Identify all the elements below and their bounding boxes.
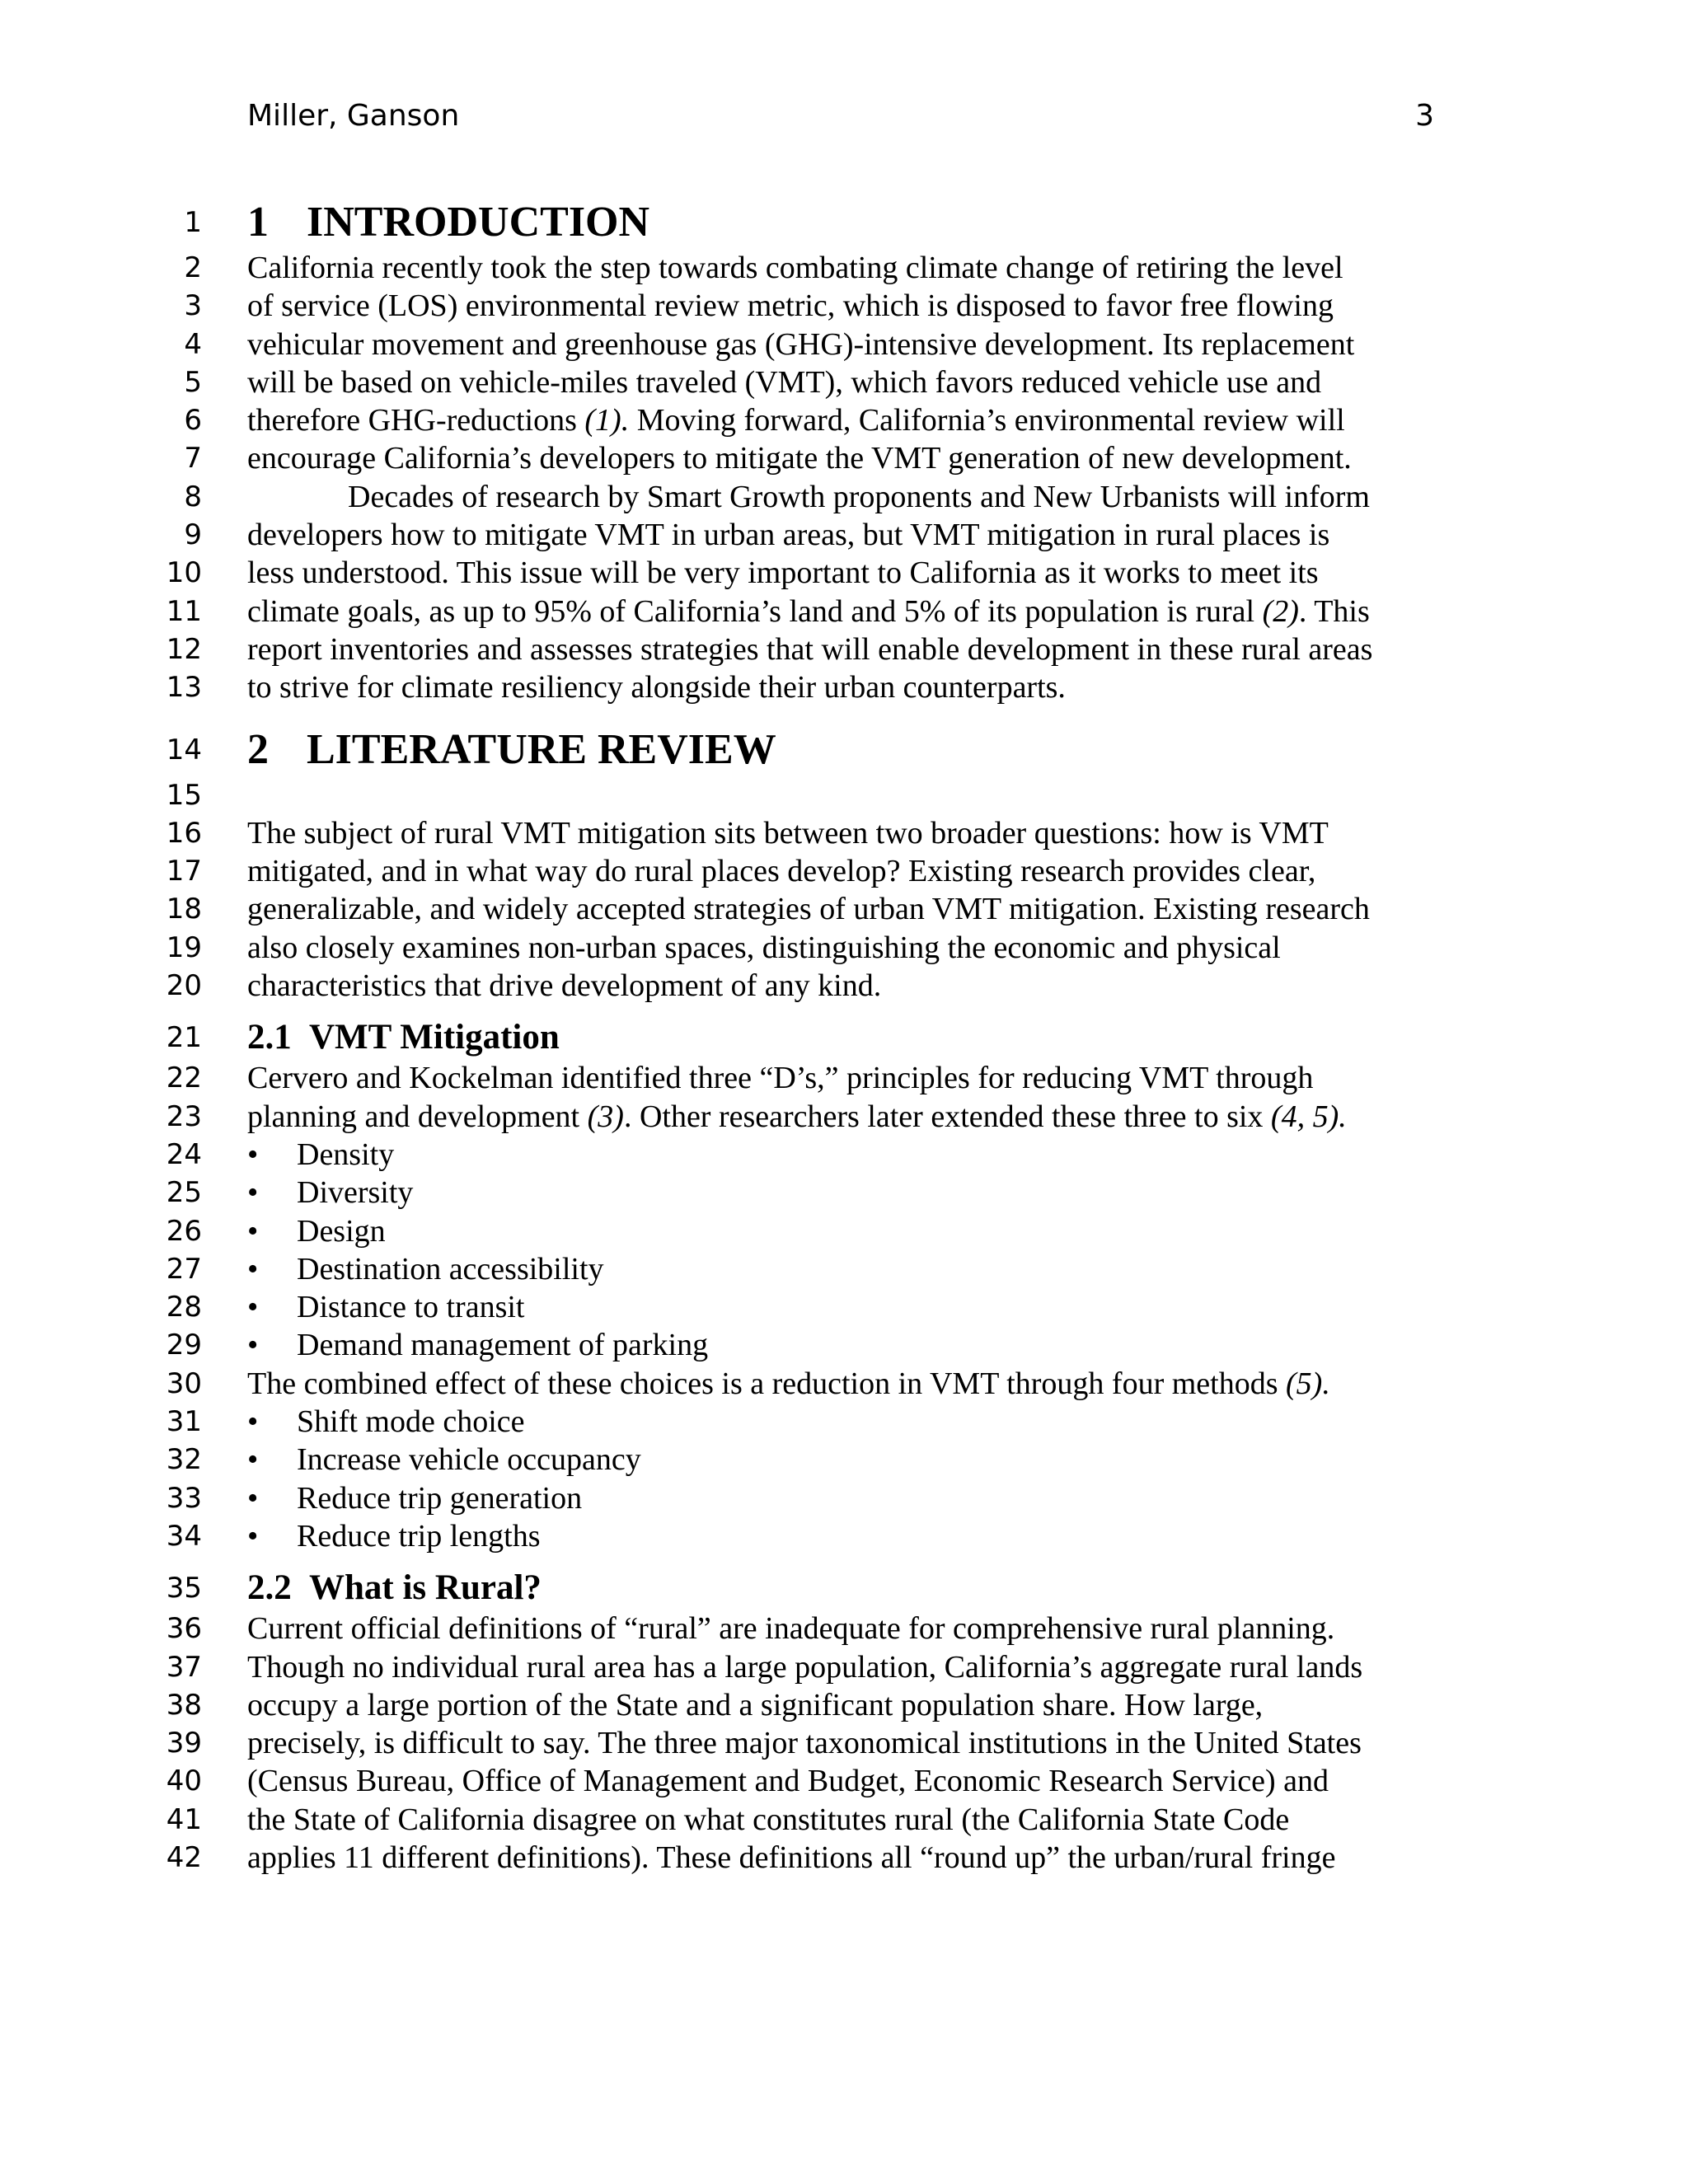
text-line [0,1059,1688,1097]
text-line-content: developers how to mitigate VMT in urban areas, but VMT mitigation in rural places is [247,518,1330,553]
line-number: 38 [166,1688,202,1722]
line-number: 4 [184,327,202,361]
text-segment: planning and development [247,1099,580,1134]
list-item [0,1174,1688,1212]
text-line-content: also closely examines non-urban spaces, distinguishing the economic and physical [247,930,1281,965]
text-segment: . Other researchers later extended these three to six [623,1099,1264,1134]
subsection-heading-vmt-mitigation [0,1016,1688,1059]
list-item-text: Distance to transit [297,1290,525,1325]
text-line-content: will be based on vehicle-miles traveled (VMT), which favors reduced vehicle use and [247,364,1322,400]
line-number: 17 [166,855,202,888]
line-number: 19 [166,930,202,964]
text-line [0,890,1688,928]
list-item-text: Demand management of parking [297,1328,709,1363]
text-line [0,326,1688,363]
line-number: 6 [184,404,202,438]
text-line [0,630,1688,668]
text-line-content: mitigated, and in what way do rural places develop? Existing research provides clear, [247,854,1316,889]
citation: (5). [1286,1366,1330,1401]
citation: (2) [1262,593,1299,629]
text-line [0,929,1688,967]
text-line-content: The subject of rural VMT mitigation sits between two broader questions: how is VMT [247,815,1329,851]
page-number: 3 [1415,99,1434,133]
list-item [0,1517,1688,1555]
line-number: 15 [166,778,202,812]
line-number: 23 [166,1099,202,1133]
bullet-icon: • [247,1290,259,1325]
list-item-text: Shift mode choice [297,1404,525,1440]
list-item-text: Design [297,1213,386,1249]
line-number: 22 [166,1062,202,1095]
bullet-icon: • [247,1137,259,1172]
text-line [0,1098,1688,1136]
list-item-text: Increase vehicle occupancy [297,1442,641,1478]
list-item-text: Density [297,1137,395,1172]
citation: (3) [587,1099,624,1134]
line-number: 18 [166,893,202,926]
text-line-content: applies 11 different definitions). These definitions all “round up” the urban/rural fringe [247,1840,1336,1875]
line-number: 3 [184,289,202,323]
text-line [0,516,1688,554]
bullet-icon: • [247,1442,259,1478]
text-line-content: Decades of research by Smart Growth proponents and New Urbanists will inform [348,479,1370,514]
subsection-heading-what-is-rural [0,1567,1688,1610]
bullet-icon: • [247,1251,259,1286]
bullet-icon: • [247,1213,259,1249]
list-item [0,1441,1688,1479]
list-item [0,1250,1688,1288]
text-line [0,439,1688,477]
section-number: 1 [247,199,269,246]
section-heading-introduction [0,196,1688,249]
text-line [0,668,1688,706]
line-number: 30 [166,1366,202,1400]
list-item [0,1288,1688,1326]
line-number: 24 [166,1137,202,1171]
list-item [0,1212,1688,1250]
citation: (1). [584,403,630,438]
section-title: LITERATURE REVIEW [307,725,776,773]
line-number: 42 [166,1840,202,1874]
text-segment: Moving forward, California’s environmental review will [629,403,1345,438]
text-segment: therefore GHG-reductions [247,403,577,438]
line-number: 27 [166,1252,202,1286]
text-line [0,363,1688,401]
section-title: INTRODUCTION [307,199,650,246]
line-number: 20 [166,969,202,1003]
line-number: 2 [184,251,202,284]
text-line-content: precisely, is difficult to say. The three major taxonomical institutions in the United States [247,1726,1362,1761]
text-line [0,1686,1688,1724]
line-number: 5 [184,365,202,399]
line-number: 29 [166,1329,202,1362]
text-line-content: (Census Bureau, Office of Management and Budget, Economic Research Service) and [247,1764,1329,1799]
line-number: 41 [166,1802,202,1836]
text-line-content: California recently took the step towards combating climate change of retiring the level [247,251,1343,285]
line-number: 39 [166,1727,202,1760]
line-number: 37 [166,1650,202,1684]
bullet-icon: • [247,1518,259,1554]
bullet-icon: • [247,1175,259,1211]
list-item [0,1326,1688,1364]
section-title: What is Rural? [309,1568,542,1608]
line-number: 13 [166,671,202,705]
text-line-content: of service (LOS) environmental review metric, which is disposed to favor free flowing [247,288,1334,324]
list-item [0,1136,1688,1174]
bullet-icon: • [247,1480,259,1516]
list-item [0,1479,1688,1517]
text-line-content: Cervero and Kockelman identified three “D’s,” principles for reducing VMT through [247,1061,1314,1096]
text-line-content: occupy a large portion of the State and a significant population share. How large, [247,1687,1264,1722]
line-number: 8 [184,480,202,513]
text-line [0,1839,1688,1877]
running-head: Miller, Ganson [247,99,460,133]
text-line [0,478,1688,516]
section-number: 2.1 [247,1018,292,1057]
section-title: VMT Mitigation [309,1018,560,1057]
text-line [0,1724,1688,1762]
line-number: 34 [166,1519,202,1553]
section-number: 2 [247,725,269,773]
text-segment: . This [1298,593,1370,629]
line-number: 36 [166,1612,202,1646]
text-line-content: encourage California’s developers to mitigate the VMT generation of new development. [247,441,1352,476]
bullet-icon: • [247,1404,259,1440]
text-line [0,287,1688,325]
line-number: 31 [166,1405,202,1439]
line-number: 32 [166,1443,202,1477]
blank-line [0,776,1688,814]
document-body [0,196,1688,1877]
line-number: 40 [166,1765,202,1798]
line-number: 16 [166,816,202,850]
text-line [0,852,1688,890]
text-line [0,967,1688,1005]
text-line [0,1762,1688,1800]
line-number: 21 [166,1021,202,1055]
line-number: 9 [184,518,202,552]
line-number: 33 [166,1481,202,1515]
line-number: 1 [184,206,202,239]
text-line-content: report inventories and assesses strategies that will enable development in these rural areas [247,631,1373,667]
text-line [0,1365,1688,1403]
text-line-content: the State of California disagree on what constitutes rural (the California State Code [247,1802,1290,1837]
text-line [0,1610,1688,1647]
list-item [0,1403,1688,1441]
text-line-content: to strive for climate resiliency alongside their urban counterparts. [247,670,1066,705]
text-line [0,814,1688,852]
list-item-text: Reduce trip generation [297,1480,583,1516]
line-number: 7 [184,442,202,476]
text-segment: climate goals, as up to 95% of California’s land and 5% of its population is rural [247,593,1255,629]
text-line-content: Though no individual rural area has a large population, California’s aggregate rural lands [247,1649,1363,1685]
text-line-content: generalizable, and widely accepted strategies of urban VMT mitigation. Existing research [247,892,1370,927]
text-line [0,593,1688,630]
list-item-text: Destination accessibility [297,1251,604,1286]
line-number: 25 [166,1176,202,1210]
section-heading-literature-review [0,724,1688,776]
text-line-content: Current official definitions of “rural” are inadequate for comprehensive rural planning. [247,1611,1335,1647]
text-segment: The combined effect of these choices is a reduction in VMT through four methods [247,1366,1278,1401]
line-number: 14 [166,733,202,766]
section-number: 2.2 [247,1568,292,1608]
line-number: 10 [166,556,202,590]
line-number: 11 [166,594,202,628]
text-line-content: less understood. This issue will be very important to California as it works to meet its [247,555,1319,591]
list-item-text: Diversity [297,1175,414,1211]
text-line [0,249,1688,287]
text-line-content: characteristics that drive development of any kind. [247,968,882,1004]
bullet-icon: • [247,1328,259,1363]
line-number: 35 [166,1572,202,1605]
text-line [0,1801,1688,1839]
list-item-text: Reduce trip lengths [297,1518,541,1554]
line-number: 28 [166,1291,202,1324]
text-line [0,1648,1688,1686]
text-line-content: vehicular movement and greenhouse gas (GHG)-intensive development. Its replacement [247,326,1355,362]
line-number: 12 [166,632,202,666]
line-number: 26 [166,1214,202,1248]
page-header [247,99,1434,148]
text-line [0,554,1688,592]
citation: (4, 5). [1270,1099,1347,1134]
text-line [0,401,1688,439]
